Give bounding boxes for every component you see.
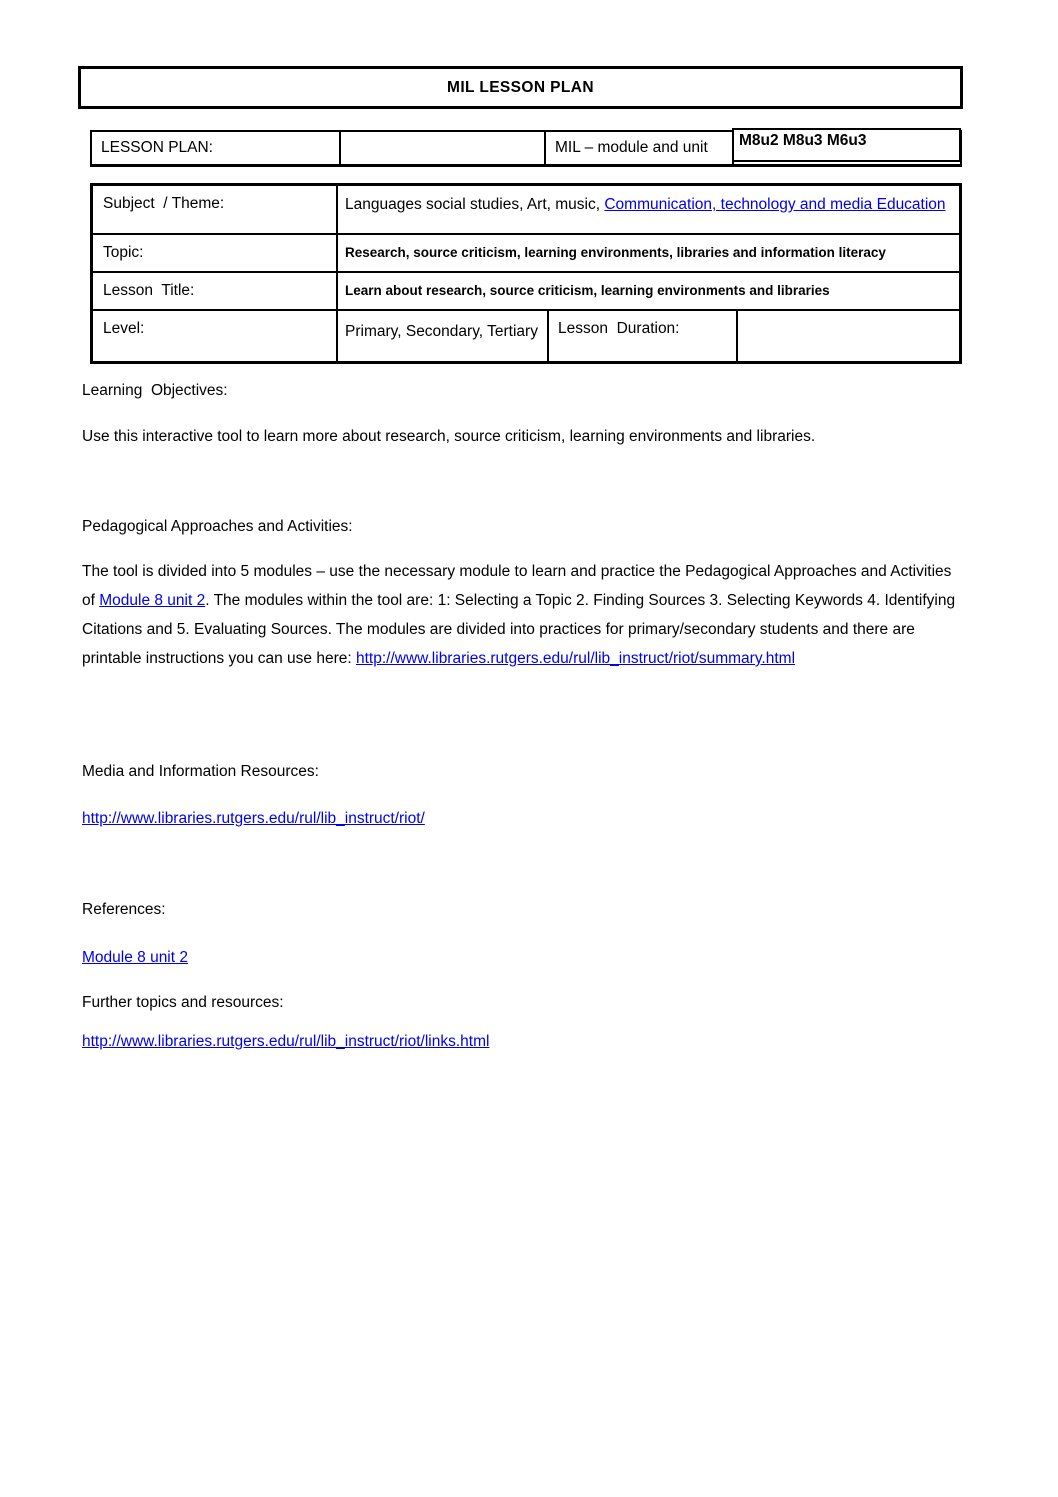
lesson-title-label: Lesson Title: xyxy=(93,273,338,309)
pedagogical-text-before-link: The tool is divided into 5 modules – use the necessary module to learn and practice the Pedagogical Approaches and Activities of xyxy=(82,563,956,609)
topic-value: Research, source criticism, learning environments, libraries and information literacy xyxy=(345,245,886,260)
learning-objectives-body: Use this interactive tool to learn more about research, source criticism, learning environments and libraries. xyxy=(82,428,816,445)
pedagogical-heading: Pedagogical Approaches and Activities: xyxy=(82,518,353,535)
mil-module-unit-value: M8u2 M8u3 M6u3 xyxy=(732,128,961,162)
level-label: Level: xyxy=(93,311,338,361)
lesson-info-table xyxy=(90,183,962,364)
document-title-box xyxy=(78,66,963,109)
lesson-duration-label: Lesson Duration: xyxy=(549,311,738,361)
module-8-unit-2-inline-link[interactable]: Module 8 unit 2 xyxy=(99,592,206,609)
mil-module-unit-value-cell xyxy=(734,132,960,164)
references-link-line xyxy=(82,943,970,972)
lesson-plan-value-cell xyxy=(341,132,546,164)
further-topics-heading: Further topics and resources: xyxy=(82,994,284,1011)
references-heading: References: xyxy=(82,901,166,918)
lesson-plan-table xyxy=(90,130,962,167)
table-row-level xyxy=(93,311,959,361)
module-8-unit-2-reference-link[interactable]: Module 8 unit 2 xyxy=(82,949,188,966)
document-title: MIL LESSON PLAN xyxy=(447,78,594,96)
level-value: Primary, Secondary, Tertiary xyxy=(338,311,549,361)
lesson-title-value: Learn about research, source criticism, learning environments and libraries xyxy=(345,283,830,298)
lesson-plan-label: LESSON PLAN: xyxy=(92,132,341,164)
media-resources-url-line xyxy=(82,804,970,833)
further-topics-url-line xyxy=(82,1027,970,1056)
communication-technology-media-link[interactable]: Communication, technology and media Education xyxy=(604,196,946,213)
learning-objectives-heading: Learning Objectives: xyxy=(82,382,228,399)
table-row-lesson-title xyxy=(93,273,959,311)
table-row-topic xyxy=(93,235,959,273)
lesson-duration-value-cell xyxy=(738,311,959,361)
subject-theme-label: Subject / Theme: xyxy=(93,186,338,233)
riot-url-link[interactable]: http://www.libraries.rutgers.edu/rul/lib_instruct/riot/ xyxy=(82,810,425,827)
topic-label: Topic: xyxy=(93,235,338,271)
riot-summary-url-link[interactable]: http://www.libraries.rutgers.edu/rul/lib_instruct/riot/summary.html xyxy=(356,650,796,667)
subject-theme-value xyxy=(338,186,959,233)
pedagogical-text-after-link: . The modules within the tool are: 1: Selecting a Topic 2. Finding Sources 3. Selecting Keywords 4. Identifying Citations and 5. Evaluating Sources. The modules are divided into practices for primary/secondary students and there are printable instructions you can use here: xyxy=(82,592,960,667)
table-row-subject xyxy=(93,186,959,235)
media-resources-heading: Media and Information Resources: xyxy=(82,763,319,780)
mil-module-unit-label: MIL – module and unit xyxy=(546,132,734,164)
pedagogical-paragraph xyxy=(82,557,966,673)
riot-links-url-link[interactable]: http://www.libraries.rutgers.edu/rul/lib_instruct/riot/links.html xyxy=(82,1033,490,1050)
subject-theme-text: Languages social studies, Art, music, xyxy=(345,196,605,213)
